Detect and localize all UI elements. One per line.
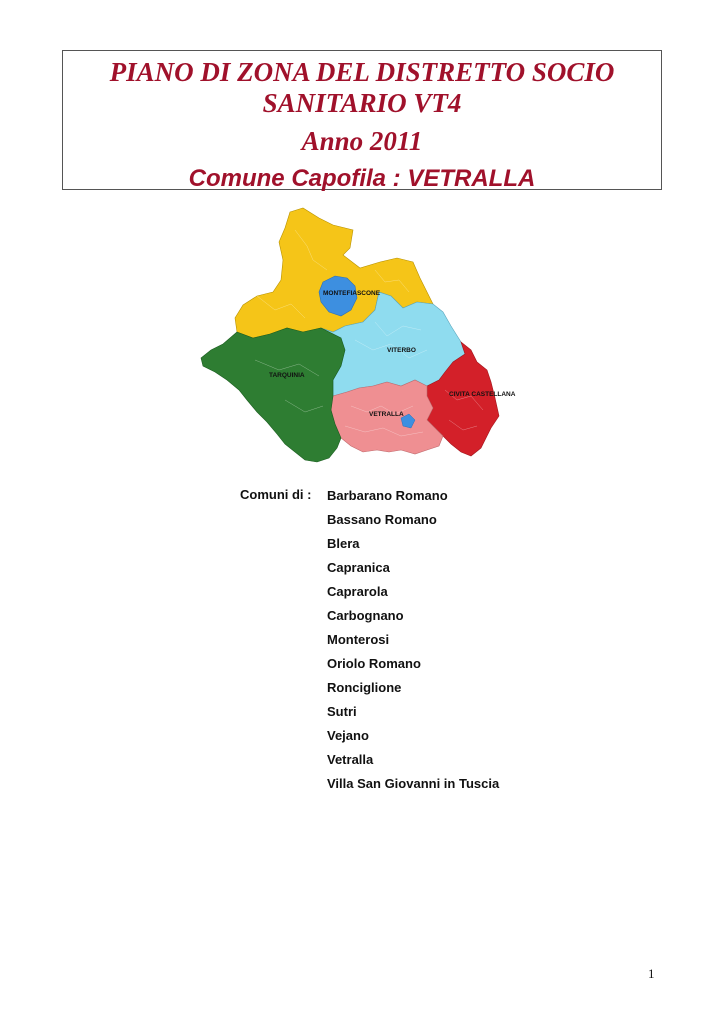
title-box [62,50,662,190]
map-label-civita-castellana: CIVITA CASTELLANA [449,391,516,398]
comune-item: Blera [327,536,360,551]
district-map-svg [195,200,535,470]
comuni-label: Comuni di : [240,487,312,502]
comune-item: Villa San Giovanni in Tuscia [327,776,500,791]
comune-item: Bassano Romano [327,512,437,527]
comune-item: Oriolo Romano [327,656,421,671]
map-label-vetralla: VETRALLA [369,411,404,418]
map-label-montefiascone: MONTEFIASCONE [323,290,381,297]
document-year: Anno 2011 [301,126,423,156]
map-region-tarquinia [201,328,345,462]
comune-item: Ronciglione [327,680,402,695]
comune-item: Sutri [327,704,357,719]
comuni-list [327,484,499,796]
district-map [195,200,535,470]
document-title-line-1: PIANO DI ZONA DEL DISTRETTO SOCIO [109,57,615,87]
map-label-tarquinia: TARQUINIA [269,372,305,379]
comune-item: Carbognano [327,608,404,623]
comune-item: Monterosi [327,632,390,647]
comune-item: Barbarano Romano [327,488,448,503]
comune-item: Capranica [327,560,390,575]
document-subtitle: Comune Capofila : VETRALLA [188,165,536,192]
comune-item: Vetralla [327,752,374,767]
comune-item: Vejano [327,728,369,743]
page-number: 1 [648,966,655,981]
comune-item: Caprarola [327,584,388,599]
map-label-viterbo: VITERBO [387,347,416,354]
document-title-line-2: SANITARIO VT4 [262,88,462,118]
